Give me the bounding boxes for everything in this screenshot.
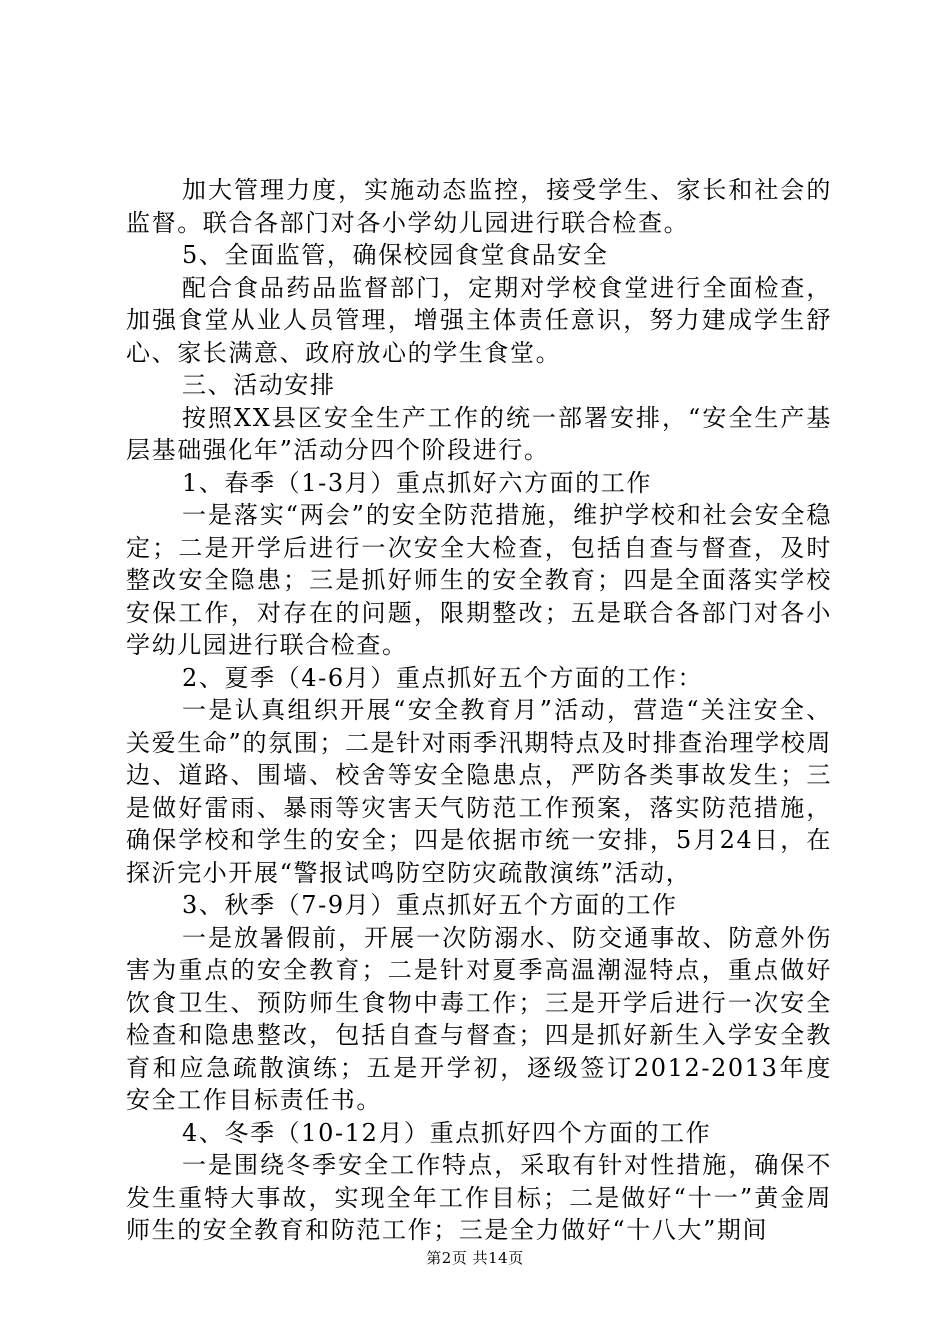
section-heading-activity: 三、活动安排 <box>182 371 336 399</box>
paragraph-3: 配合食品药品监督部门，定期对学校食堂进行全面检查，加强食堂从业人员管理，增强主体责任意识，努力建成学生舒心、家长满意、政府放心的学生食堂。 <box>126 273 832 367</box>
paragraph-2-heading: 5、全面监管，确保校园食堂食品安全 <box>182 241 609 269</box>
heading-winter: 4、冬季（10-12月）重点抓好四个方面的工作 <box>182 1118 712 1147</box>
heading-autumn: 3、秋季（7-9月）重点抓好五个方面的工作 <box>182 891 678 919</box>
heading-spring: 1、春季（1-3月）重点抓好六方面的工作 <box>182 468 652 497</box>
paragraph-5: 按照XX县区安全生产工作的统一部署安排，“安全生产基层基础强化年”活动分四个阶段进行。 <box>126 403 832 464</box>
document-body <box>126 174 832 1247</box>
page-footer: 第2页 共14页 <box>426 1249 524 1267</box>
heading-summer: 2、夏季（4-6月）重点抓好五个方面的工作： <box>182 663 704 692</box>
paragraph-spring: 一是落实“两会”的安全防范措施，维护学校和社会安全稳定；二是开学后进行一次安全大检查，包括自查与督查，及时整改安全隐患；三是抓好师生的安全教育；四是全面落实学校安保工作，对存在的问题，限期整改；五是联合各部门对各小学幼儿园进行联合检查。 <box>126 501 832 659</box>
paragraph-winter: 一是围绕冬季安全工作特点，采取有针对性措施，确保不发生重特大事故，实现全年工作目标；二是做好“十一”黄金周师生的安全教育和防范工作；三是全力做好“十八大”期间 <box>126 1151 832 1244</box>
paragraph-summer: 一是认真组织开展“安全教育月”活动，营造“关注安全、关爱生命”的氛围；二是针对雨季汛期特点及时排查治理学校周边、道路、围墙、校舍等安全隐患点，严防各类事故发生；三是做好雷雨、暴雨等灾害天气防范工作预案，落实防范措施，确保学校和学生的安全；四是依据市统一安排，5月24日，在探沂完小开展“警报试鸣防空防灾疏散演练”活动， <box>126 696 832 887</box>
paragraph-1: 加大管理力度，实施动态监控，接受学生、家长和社会的监督。联合各部门对各小学幼儿园进行联合检查。 <box>126 176 832 237</box>
paragraph-autumn: 一是放暑假前，开展一次防溺水、防交通事故、防意外伤害为重点的安全教育；二是针对夏季高温潮湿特点，重点做好饮食卫生、预防师生食物中毒工作；三是开学后进行一次安全检查和隐患整改，包括自查与督查；四是抓好新生入学安全教育和应急疏散演练；五是开学初，逐级签订2012-2013年度安全工作目标责任书。 <box>126 923 832 1114</box>
